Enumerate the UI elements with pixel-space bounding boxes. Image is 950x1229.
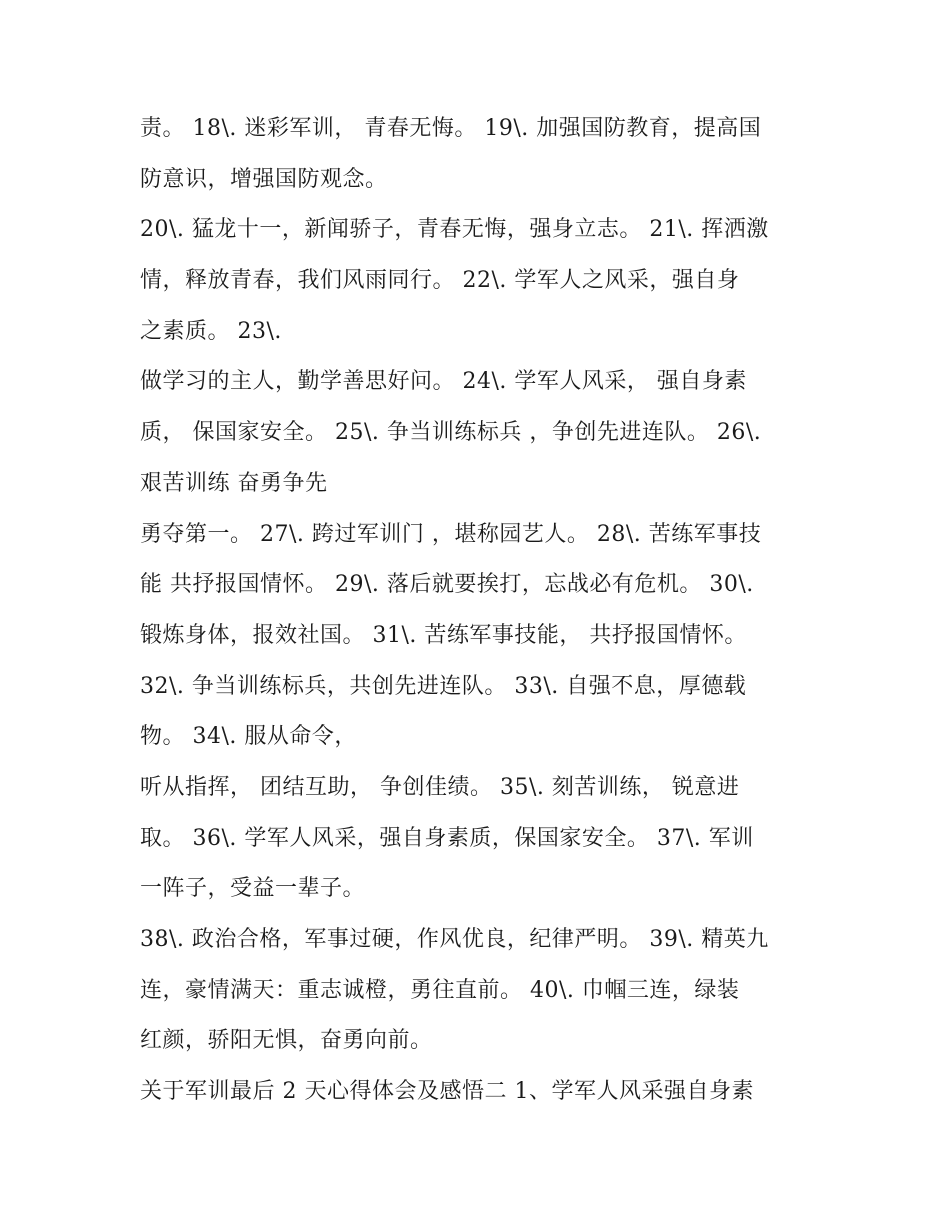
text-line: 关于军训最后 2 天心得体会及感悟二 1、学军人风采强自身素 [140, 1079, 754, 1105]
text-line: 20\. 猛龙十一，新闻骄子，青春无悔，强身立志。 21\. 挥洒激 [140, 217, 769, 243]
text-line: 一阵子，受益一辈子。 [140, 876, 366, 902]
text-line: 之素质。 23\. [140, 318, 282, 344]
text-line: 取。 36\. 学军人风采，强自身素质，保国家安全。 37\. 军训 [140, 825, 754, 851]
text-line: 勇夺第一。 27\. 跨过军训门 ，堪称园艺人。 28\. 苦练军事技 [140, 521, 762, 547]
text-line: 32\. 争当训练标兵，共创先进连队。 33\. 自强不息，厚德载 [140, 673, 747, 699]
text-line: 艰苦训练 奋勇争先 [140, 470, 328, 496]
text-line: 锻炼身体，报效社国。 31\. 苦练军事技能， 共抒报国情怀。 [140, 622, 747, 648]
text-line: 听从指挥， 团结互助， 争创佳绩。 35\. 刻苦训练， 锐意进 [140, 774, 740, 800]
text-line: 红颜，骄阳无惧，奋勇向前。 [140, 1028, 433, 1054]
text-line: 38\. 政治合格，军事过硬，作风优良，纪律严明。 39\. 精英九 [140, 927, 769, 952]
text-line: 责。 18\. 迷彩军训， 青春无悔。 19\. 加强国防教育，提高国 [140, 116, 762, 141]
text-line: 质， 保国家安全。 25\. 争当训练标兵 ，争创先进连队。 26\. [140, 420, 762, 446]
text-line: 做学习的主人，勤学善思好问。 24\. 学军人风采， 强自身素 [140, 369, 747, 395]
text-line: 连，豪情满天：重志诚橙，勇往直前。 40\. 巾帼三连，绿装 [140, 977, 740, 1003]
document-body [140, 104, 820, 1118]
text-line: 防意识，增强国防观念。 [140, 166, 388, 192]
text-line: 物。 34\. 服从命令， [140, 724, 357, 750]
text-line: 情，释放青春，我们风雨同行。 22\. 学军人之风采，强自身 [140, 268, 740, 294]
text-line: 能 共抒报国情怀。 29\. 落后就要挨打，忘战必有危机。 30\. [140, 572, 754, 598]
